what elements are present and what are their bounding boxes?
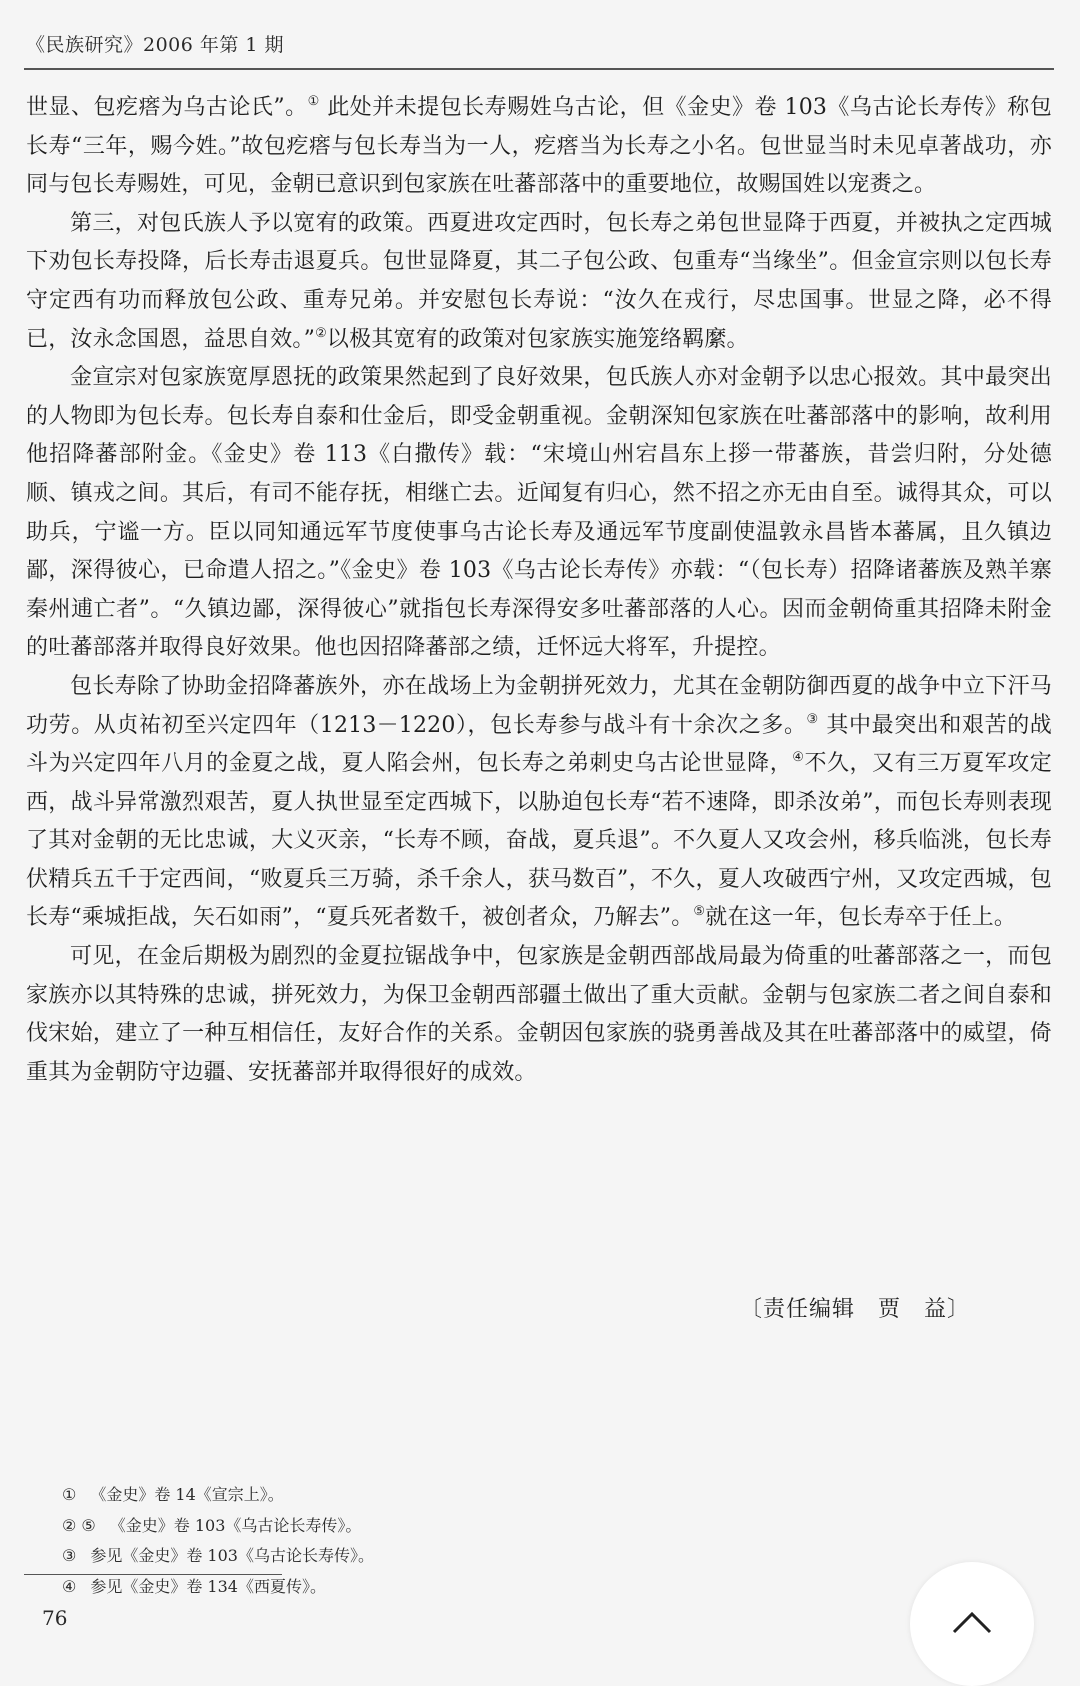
footnote-ref[interactable]: ④ bbox=[792, 750, 805, 766]
footnote-mark: ② ⑤ bbox=[62, 1515, 96, 1535]
text-run: 就在这一年，包长寿卒于任上。 bbox=[705, 905, 1017, 931]
footnote bbox=[62, 1480, 962, 1511]
text-run: 第三，对包氏族人予以宽宥的政策。西夏进攻定西时，包长寿之弟包世显降于西夏，并被执之定西城下劝包长寿投降，后长寿击退夏兵。包世显降夏，其二子包公政、包重寿“当缘坐”。但金宣宗则以包长寿守定西有功而释放包公政、重寿兄弟。并安慰包长寿说：“汝久在戎行，尽忠国事。世显之降，必不得已，汝永念国恩，益思自效。” bbox=[26, 210, 1052, 352]
header-divider bbox=[24, 68, 1054, 70]
footnote-ref[interactable]: ⑤ bbox=[693, 904, 706, 920]
page-number: 76 bbox=[42, 1606, 68, 1630]
text-run: 其中最突出和艰苦的战斗为兴定四年八月的金夏之战，夏人陷会州，包长寿之弟刺史乌古论世显降， bbox=[26, 712, 1052, 777]
paragraph bbox=[26, 205, 1052, 359]
footnote-text: 参见《金史》卷 103《乌古论长寿传》。 bbox=[90, 1546, 374, 1565]
chevron-up-icon bbox=[946, 1598, 998, 1650]
footnote-text: 参见《金史》卷 134《西夏传》。 bbox=[90, 1576, 326, 1596]
text-run: 以极其宽宥的政策对包家族实施笼络羁縻。 bbox=[326, 326, 749, 352]
scroll-to-top-button[interactable] bbox=[910, 1562, 1034, 1686]
paragraph bbox=[26, 359, 1052, 668]
footnote bbox=[62, 1511, 962, 1542]
text-run: 不久，又有三万夏军攻定西，战斗异常激烈艰苦，夏人执世显至定西城下，以胁迫包长寿“若不速降，即杀汝弟”，而包长寿则表现了其对金朝的无比忠诚，大义灭亲，“长寿不顾，奋战，夏兵退”。不久夏人又攻会州，移兵临洮，包长寿伏精兵五千于定西间，“败夏兵三万骑，杀千余人，获马数百”，不久，夏人攻破西宁州，又攻定西城，包长寿“乘城拒战，矢石如雨”，“夏兵死者数千，被创者众，乃解去”。 bbox=[26, 751, 1052, 931]
footnotes bbox=[62, 1480, 962, 1602]
footnote-ref[interactable]: ① bbox=[307, 94, 320, 109]
footnote bbox=[62, 1541, 962, 1572]
editor-note: 〔责任编辑 贾 益〕 bbox=[740, 1297, 971, 1322]
footnote-mark: ① bbox=[62, 1485, 77, 1504]
footnote bbox=[62, 1572, 962, 1603]
paragraph bbox=[26, 89, 1052, 205]
paragraph bbox=[26, 938, 1052, 1092]
footnote-text: 《金史》卷 14《宣宗上》。 bbox=[90, 1485, 284, 1504]
text-run: 此处并未提包长寿赐姓乌古论，但《金史》卷 103《乌古论长寿传》称包长寿“三年，赐今姓。”故包疙瘩与包长寿当为一人，疙瘩当为长寿之小名。包世显当时未见卓著战功，亦同与包长寿赐姓，可见，金朝已意识到包家族在吐蕃部落中的重要地位，故赐国姓以宠赉之。 bbox=[26, 95, 1052, 198]
footnote-ref[interactable]: ③ bbox=[806, 711, 819, 727]
paragraph bbox=[26, 668, 1052, 938]
footnote-mark: ④ bbox=[62, 1576, 77, 1596]
footnote-ref[interactable]: ② bbox=[315, 325, 327, 341]
footnote-text: 《金史》卷 103《乌古论长寿传》。 bbox=[109, 1515, 362, 1535]
footnote-mark: ③ bbox=[62, 1546, 77, 1565]
text-run: 包长寿除了协助金招降蕃族外，亦在战场上为金朝拼死效力，尤其在金朝防御西夏的战争中立下汗马功劳。从贞祐初至兴定四年（1213－1220），包长寿参与战斗有十余次之多。 bbox=[26, 673, 1052, 738]
text-run: 可见，在金后期极为剧烈的金夏拉锯战争中，包家族是金朝西部战局最为倚重的吐蕃部落之一，而包家族亦以其特殊的忠诚，拼死效力，为保卫金朝西部疆土做出了重大贡献。金朝与包家族二者之间自泰和伐宋始，建立了一种互相信任，友好合作的关系。金朝因包家族的骁勇善战及其在吐蕃部落中的威望，倚重其为金朝防守边疆、安抚蕃部并取得很好的成效。 bbox=[26, 944, 1052, 1085]
running-header: 《民族研究》2006 年第 1 期 bbox=[26, 34, 285, 56]
article-body bbox=[26, 89, 1052, 1092]
text-run: 世显、包疙瘩为乌古论氏”。 bbox=[26, 95, 308, 120]
text-run: 金宣宗对包家族宽厚恩抚的政策果然起到了良好效果，包氏族人亦对金朝予以忠心报效。其中最突出的人物即为包长寿。包长寿自泰和仕金后，即受金朝重视。金朝深知包家族在吐蕃部落中的影响，故利用他招降蕃部附金。《金史》卷 113《白撒传》载：“宋境山州宕昌东上拶一带蕃族，昔尝归附，分处德顺、镇戎之间。其后，有司不能存抚，相继亡去。近闻复有归心，然不招之亦无由自至。诚得其众，可以助兵，宁谧一方。臣以同知通远军节度使事乌古论长寿及通远军节度副使温敦永昌皆本蕃属，且久镇边鄙，深得彼心，已命遣人招之。”《金史》卷 103《乌古论长寿传》亦载：“（包长寿）招降诸蕃族及熟羊寨秦州逋亡者”。“久镇边鄙，深得彼心”就指包长寿深得安多吐蕃部落的人心。因而金朝倚重其招降未附金的吐蕃部落并取得良好效果。他也因招降蕃部之绩，迁怀远大将军，升提控。 bbox=[26, 365, 1052, 661]
